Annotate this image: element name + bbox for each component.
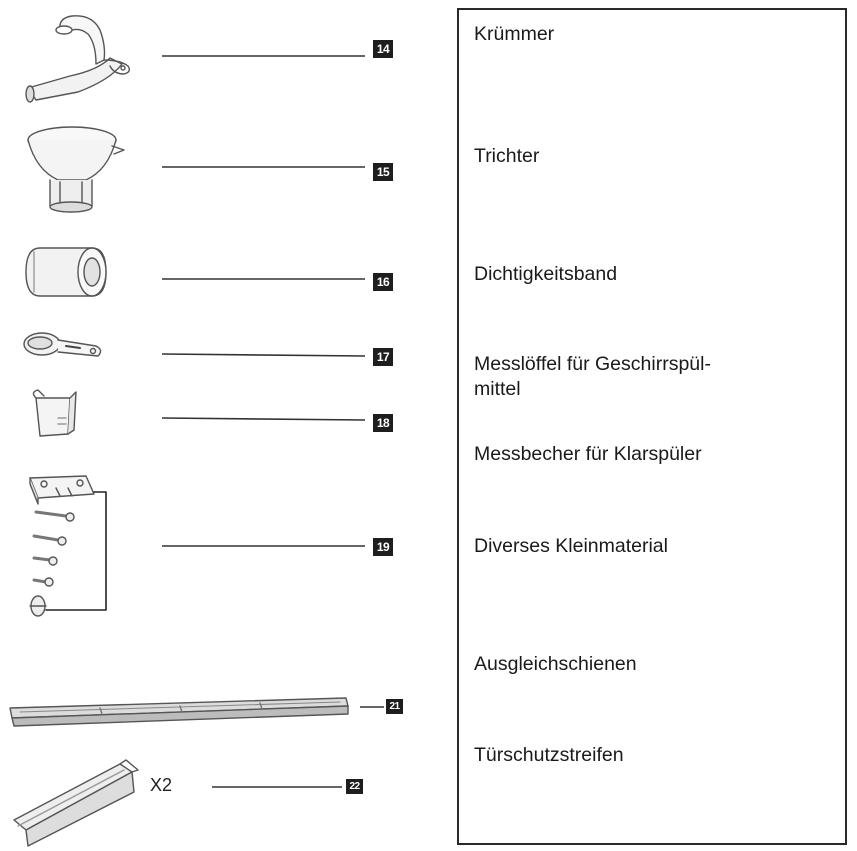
part-number-badge: 21 — [386, 699, 403, 714]
door-protection-strip-icon — [14, 760, 138, 846]
part-description: Messbecher für Klarspüler — [474, 443, 702, 465]
elbow-bend-icon — [26, 16, 129, 102]
part-number-badge: 22 — [346, 779, 363, 794]
quantity-label: X2 — [150, 775, 173, 795]
part-description-line: Messlöffel für Geschirrspül- — [474, 353, 711, 375]
funnel-icon — [28, 127, 124, 212]
part-description: Krümmer — [474, 23, 555, 45]
measuring-cup-icon — [33, 390, 76, 436]
part-number-badge: 18 — [373, 414, 393, 432]
part-description — [474, 352, 711, 402]
part-description: Türschutzstreifen — [474, 744, 624, 766]
part-number-badge: 16 — [373, 273, 393, 291]
measuring-spoon-icon — [24, 333, 101, 356]
leader-lines — [162, 56, 384, 787]
part-number-badge: 15 — [373, 163, 393, 181]
part-description: Trichter — [474, 145, 540, 167]
part-description: Ausgleichschienen — [474, 653, 637, 675]
part-number-badge: 17 — [373, 348, 393, 366]
part-number-badge: 19 — [373, 538, 393, 556]
sealing-tape-icon — [26, 248, 106, 296]
part-number-badge: 14 — [373, 40, 393, 58]
part-description: Dichtigkeitsband — [474, 263, 618, 285]
part-description: Diverses Kleinmaterial — [474, 535, 668, 557]
description-box — [457, 8, 847, 845]
small-materials-icon — [30, 476, 94, 616]
part-description-line: mittel — [474, 378, 521, 400]
leveling-rail-icon — [10, 698, 348, 726]
